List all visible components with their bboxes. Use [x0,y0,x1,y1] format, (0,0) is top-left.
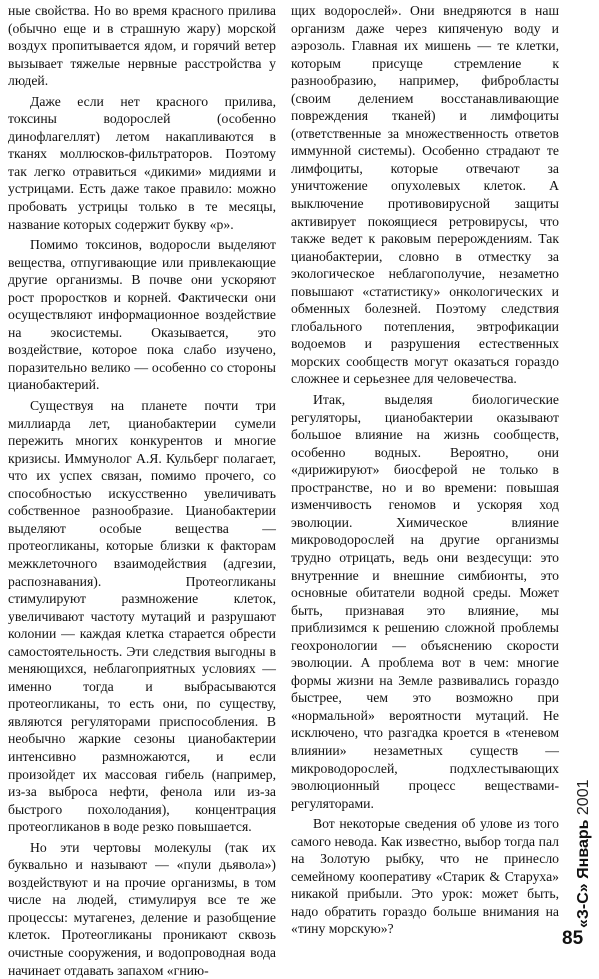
issue-year: 2001 [575,779,592,816]
paragraph: Итак, выделяя биологические регуляторы, цианобактерии оказывают большое влияние на жизнь сообществ, особенно водных. Вероятно, они «дирижируют» биосферой не только в пространстве, но и во времени: повышая изменчивость геномов и ускоряя ход эволюции. Химическое влияние микроводорослей на другие организмы трудно отрицать, ведь они вездесущи: это внутренние и внешние симбионты, это основные обитатели водной среды. Может быть, признавая это влияние, мы приблизимся к решению сложной проблемы геохронологии — объяснению скорости эволюции. А проблема вот в чем: многие формы жизни на Земле развивались гораздо быстрее, чем это возможно при «нормальной» вероятности мутаций. Не исключено, что разгадка кроется в «теневом влиянии» незаметных существ — микроводорослей, подхлестывающих эволюционный процесс веществами-регуляторами. [291,392,559,811]
article-column-left [8,2,276,979]
paragraph: Даже если нет красного прилива, токсины водорослей (особенно динофлагеллят) летом накапливаются в тканях моллюсков-фильтраторов. Поэтому так легко отравиться «дикими» мидиями и устрицами. Есть даже такое правило: можно пробовать устрицы только в те месяцы, название которых содержит букву «р». [8,93,276,232]
paragraph: Помимо токсинов, водоросли выделяют вещества, отпугивающие или привлекающие другие организмы. В почве они ускоряют рост проростков и корней. Фактически они осуществляют информационное воздействие на экосистемы. Оказывается, это воздействие, которое пока слабо изучено, поразительно велико — особенно со стороны цианобактерий. [8,237,276,393]
page-number: 85 [562,928,584,949]
magazine-name: «З-С» [575,883,592,928]
paragraph: Вот некоторые сведения об улове из того самого невода. Как известно, выбор тогда пал на Золотую рыбку, что не принесло семейному кооперативу «Старик & Старуха» никакой прибыли. Это урок: может быть, надо обратить гораздо больше внимания на «тину морскую»? [291,816,559,937]
paragraph: Существуя на планете почти три миллиарда лет, цианобактерии сумели пережить многих конкурентов и многие кризисы. Иммунолог А.Я. Кульберг полагает, что их успех связан, помимо прочего, со способностью искусственно увеличивать собственное разнообразие. Цианобактерии выделяют особые вещества — протеогликаны, которые близки к факторам межклеточного взаимодействия (адгезии, распознавания). Протеогликаны стимулируют размножение клеток, увеличивают частоту мутаций и разрушают колонии — каждая клетка старается обрести самостоятельность. Эти следствия выгодны в меняющихся, неблагоприятных условиях — именно тогда и выбрасываются протеогликаны, то есть они, по существу, являются регуляторами приспособления. В необычно жаркие сезоны цианобактерии интенсивно размножаются, и если произойдет их массовая гибель (например, из-за выброса нефти, фенола или из-за быстрого похолодания), концентрация протеогликанов в воде резко повышается. [8,398,276,835]
paragraph: ные свойства. Но во время красного прилива (обычно еще и в страшную жару) морской воздух пропитывается ядом, и горячий ветер вызывает тяжелые нервные расстройства у людей. [8,3,276,89]
article-column-right [291,2,559,938]
paragraph: Но эти чертовы молекулы (так их буквально и называют — «пули дьявола») воздействуют и на прочие организмы, в том числе на людей, стимулируя все те же процессы: мутагенез, деление и разобщение клеток. Протеогликаны проникают сквозь очистные сооружения, и водопроводная вода начинает отдавать запахом «гнию- [8,839,276,978]
issue-label [574,780,594,929]
issue-month: Январь [575,819,592,879]
paragraph: щих водорослей». Они внедряются в наш организм даже через кипяченую воду и аэрозоль. Главная их мишень — те клетки, которым присуще стремление к разнообразию, например, фибробласты (своим делением восстанавливающие повреждения тканей) и лимфоциты (ответственные за множественность ответов иммунной системы). Особенно страдают те лимфоциты, которые отвечают за уничтожение опухолевых клеток. А выключение противовирусной защиты активирует покоящиеся ретровирусы, что также ведет к раковым перерождениям. Так цианобактерии, словно в отместку за экологическое неблагополучие, незаметно повышают «статистику» онкологических и обменных болезней. Поэтому следствия глобального потепления, эвтрофикации водоемов и разрушения естественных морских сообществ могут оказаться гораздо сложнее и серьезнее для человечества. [291,3,559,387]
running-footer [567,680,595,928]
